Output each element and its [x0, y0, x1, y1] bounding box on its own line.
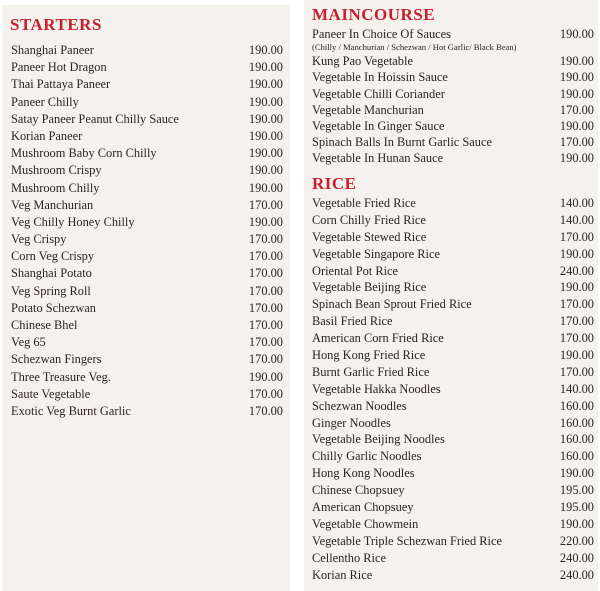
item-name: Vegetable Beijing Rice: [312, 280, 427, 295]
item-price: 190.00: [248, 128, 283, 143]
item-name: Veg Chilly Honey Chilly: [11, 214, 135, 229]
maincourse-rice-panel: [304, 0, 598, 591]
item-price: 160.00: [559, 415, 594, 430]
menu-item: [312, 313, 594, 330]
item-name: Schezwan Fingers: [11, 352, 102, 367]
item-price: 190.00: [248, 43, 283, 57]
menu-item: [312, 195, 594, 212]
menu-item: [312, 69, 594, 85]
menu-item: [312, 381, 594, 398]
item-name: Three Treasure Veg.: [11, 369, 111, 384]
item-name: Vegetable Beijing Noodles: [312, 432, 445, 447]
menu-item: [11, 145, 283, 162]
item-name: Vegetable Chowmein: [312, 516, 419, 531]
menu-item: [312, 102, 594, 118]
menu-item: [11, 300, 283, 317]
menu-item: [312, 229, 594, 246]
menu-item: [312, 246, 594, 263]
menu-item: [312, 448, 594, 465]
menu-item: [11, 197, 283, 214]
menu-item: [312, 134, 594, 150]
item-price: 190.00: [248, 94, 283, 109]
item-price: 240.00: [559, 263, 594, 278]
item-price: 170.00: [248, 403, 283, 418]
menu-item: [11, 386, 283, 403]
menu-item: [312, 53, 594, 69]
item-name: Korian Rice: [312, 567, 373, 582]
item-price: 190.00: [559, 466, 594, 481]
item-price: 140.00: [559, 212, 594, 227]
menu-item: [11, 214, 283, 231]
menu-item: [312, 364, 594, 381]
menu-item: [11, 111, 283, 128]
item-name: Vegetable Chilli Coriander: [312, 86, 445, 101]
menu-item: [312, 347, 594, 364]
item-name: Paneer Chilly: [11, 94, 79, 109]
item-price: 170.00: [559, 364, 594, 379]
item-name: Vegetable In Ginger Sauce: [312, 118, 445, 133]
menu-item: [11, 128, 283, 145]
item-price: 170.00: [248, 266, 283, 281]
item-name: Vegetable Singapore Rice: [312, 246, 440, 261]
menu-item: [11, 351, 283, 368]
item-price: 190.00: [248, 77, 283, 92]
item-price: 170.00: [559, 297, 594, 312]
item-price: 170.00: [248, 249, 283, 264]
item-price: 170.00: [248, 352, 283, 367]
menu-item: [312, 431, 594, 448]
item-price: 190.00: [248, 163, 283, 178]
item-price: 140.00: [559, 196, 594, 210]
menu-item: [312, 550, 594, 567]
menu-item: [11, 162, 283, 179]
menu-item: [11, 334, 283, 351]
item-name: Vegetable Hakka Noodles: [312, 381, 441, 396]
item-name: Spinach Bean Sprout Fried Rice: [312, 297, 472, 312]
menu-item: [312, 150, 594, 166]
item-name: Korian Paneer: [11, 128, 83, 143]
item-price: 190.00: [559, 516, 594, 531]
item-name: Hong Kong Noodles: [312, 466, 415, 481]
item-name: Chinese Chopsuey: [312, 483, 405, 498]
item-name: Mushroom Baby Corn Chilly: [11, 146, 157, 161]
sauce-options-note: (Chilly / Manchurian / Schezwan / Hot Garlic/ Black Bean): [312, 42, 517, 53]
menu-item: [312, 279, 594, 296]
item-price: 170.00: [559, 331, 594, 346]
item-name: Paneer Hot Dragon: [11, 60, 107, 75]
menu-item: [11, 283, 283, 300]
item-price: 190.00: [248, 60, 283, 75]
item-name: Exotic Veg Burnt Garlic: [11, 403, 131, 418]
menu-item: [11, 248, 283, 265]
rice-list: [312, 195, 594, 583]
menu-item: [11, 59, 283, 76]
item-price: 190.00: [248, 111, 283, 126]
item-name: Veg Crispy: [11, 232, 67, 247]
item-price: 195.00: [559, 483, 594, 498]
item-price: 170.00: [248, 386, 283, 401]
item-name: Oriental Pot Rice: [312, 263, 399, 278]
menu-item: [11, 76, 283, 93]
item-price: 170.00: [248, 335, 283, 350]
menu-item: [312, 26, 594, 42]
item-name: Shanghai Paneer: [11, 43, 94, 57]
item-name: Mushroom Crispy: [11, 163, 102, 178]
item-name: Spinach Balls In Burnt Garlic Sauce: [312, 135, 492, 150]
item-price: 170.00: [248, 318, 283, 332]
menu-item: [312, 86, 594, 102]
menu-item: [11, 369, 283, 386]
item-name: Vegetable In Hunan Sauce: [312, 151, 444, 166]
item-name: Satay Paneer Peanut Chilly Sauce: [11, 111, 179, 126]
item-price: 220.00: [559, 533, 594, 548]
menu-item: [312, 482, 594, 499]
item-price: 190.00: [559, 54, 594, 69]
item-name: Veg 65: [11, 335, 46, 350]
menu-item: [312, 263, 594, 280]
item-price: 170.00: [559, 135, 594, 150]
item-price: 170.00: [248, 232, 283, 247]
item-price: 170.00: [248, 300, 283, 315]
item-name: Veg Manchurian: [11, 197, 94, 212]
item-price: 190.00: [559, 27, 594, 41]
menu-item: [11, 265, 283, 282]
starters-list: [11, 42, 283, 420]
item-price: 190.00: [559, 151, 594, 166]
item-name: Basil Fried Rice: [312, 314, 393, 329]
item-price: 160.00: [559, 432, 594, 447]
menu-item: [312, 398, 594, 415]
item-name: Paneer In Choice Of Sauces: [312, 27, 452, 41]
item-price: 190.00: [248, 214, 283, 229]
item-name: Hong Kong Fried Rice: [312, 348, 426, 363]
item-name: American Corn Fried Rice: [312, 331, 444, 346]
item-name: Chilly Garlic Noodles: [312, 449, 422, 464]
item-name: Schezwan Noodles: [312, 398, 407, 413]
menu-item: [312, 330, 594, 347]
rice-heading: RICE: [312, 174, 357, 193]
item-name: Potato Schezwan: [11, 300, 96, 315]
item-name: Shanghai Potato: [11, 266, 92, 281]
menu-item: [11, 42, 283, 59]
item-price: 170.00: [559, 102, 594, 117]
item-name: Thai Pattaya Paneer: [11, 77, 111, 92]
item-price: 240.00: [559, 550, 594, 565]
menu-item: [11, 94, 283, 111]
item-price: 140.00: [559, 381, 594, 396]
item-price: 160.00: [559, 449, 594, 464]
item-name: Vegetable Stewed Rice: [312, 229, 427, 244]
starters-panel: [2, 5, 290, 591]
item-name: Ginger Noodles: [312, 415, 391, 430]
item-price: 190.00: [248, 180, 283, 195]
item-name: Vegetable Manchurian: [312, 102, 424, 117]
item-price: 170.00: [248, 283, 283, 298]
item-name: Cellentho Rice: [312, 550, 386, 565]
item-name: Burnt Garlic Fried Rice: [312, 364, 430, 379]
menu-item: [11, 317, 283, 334]
maincourse-heading: MAINCOURSE: [312, 5, 436, 24]
item-name: Veg Spring Roll: [11, 283, 91, 298]
item-name: Saute Vegetable: [11, 386, 91, 401]
menu-item: [312, 567, 594, 584]
starters-heading: STARTERS: [10, 15, 102, 34]
menu-item: [312, 415, 594, 432]
item-name: Vegetable Triple Schezwan Fried Rice: [312, 533, 502, 548]
menu-item: [312, 465, 594, 482]
menu-item: [312, 533, 594, 550]
item-price: 160.00: [559, 398, 594, 413]
menu-item: [11, 403, 283, 420]
item-name: Vegetable In Hoissin Sauce: [312, 70, 448, 85]
item-name: Mushroom Chilly: [11, 180, 100, 195]
item-name: American Chopsuey: [312, 500, 414, 515]
item-price: 190.00: [248, 146, 283, 161]
menu-item: [11, 180, 283, 197]
item-price: 190.00: [559, 118, 594, 133]
item-price: 190.00: [559, 70, 594, 85]
item-name: Corn Veg Crispy: [11, 249, 95, 264]
item-price: 170.00: [559, 229, 594, 244]
menu-item: [312, 499, 594, 516]
menu-item: [312, 118, 594, 134]
menu-item: [312, 296, 594, 313]
item-price: 240.00: [559, 567, 594, 582]
item-name: Corn Chilly Fried Rice: [312, 212, 426, 227]
item-price: 190.00: [559, 86, 594, 101]
menu-item: [312, 212, 594, 229]
item-name: Chinese Bhel: [11, 318, 78, 332]
item-price: 190.00: [559, 246, 594, 261]
maincourse-list: [312, 26, 594, 167]
item-name: Kung Pao Vegetable: [312, 54, 413, 69]
menu-item: [312, 516, 594, 533]
item-price: 190.00: [248, 369, 283, 384]
item-price: 190.00: [559, 280, 594, 295]
item-price: 190.00: [559, 348, 594, 363]
item-price: 170.00: [559, 314, 594, 329]
item-name: Vegetable Fried Rice: [312, 196, 416, 210]
item-price: 170.00: [248, 197, 283, 212]
menu-item: [11, 231, 283, 248]
item-price: 195.00: [559, 500, 594, 515]
